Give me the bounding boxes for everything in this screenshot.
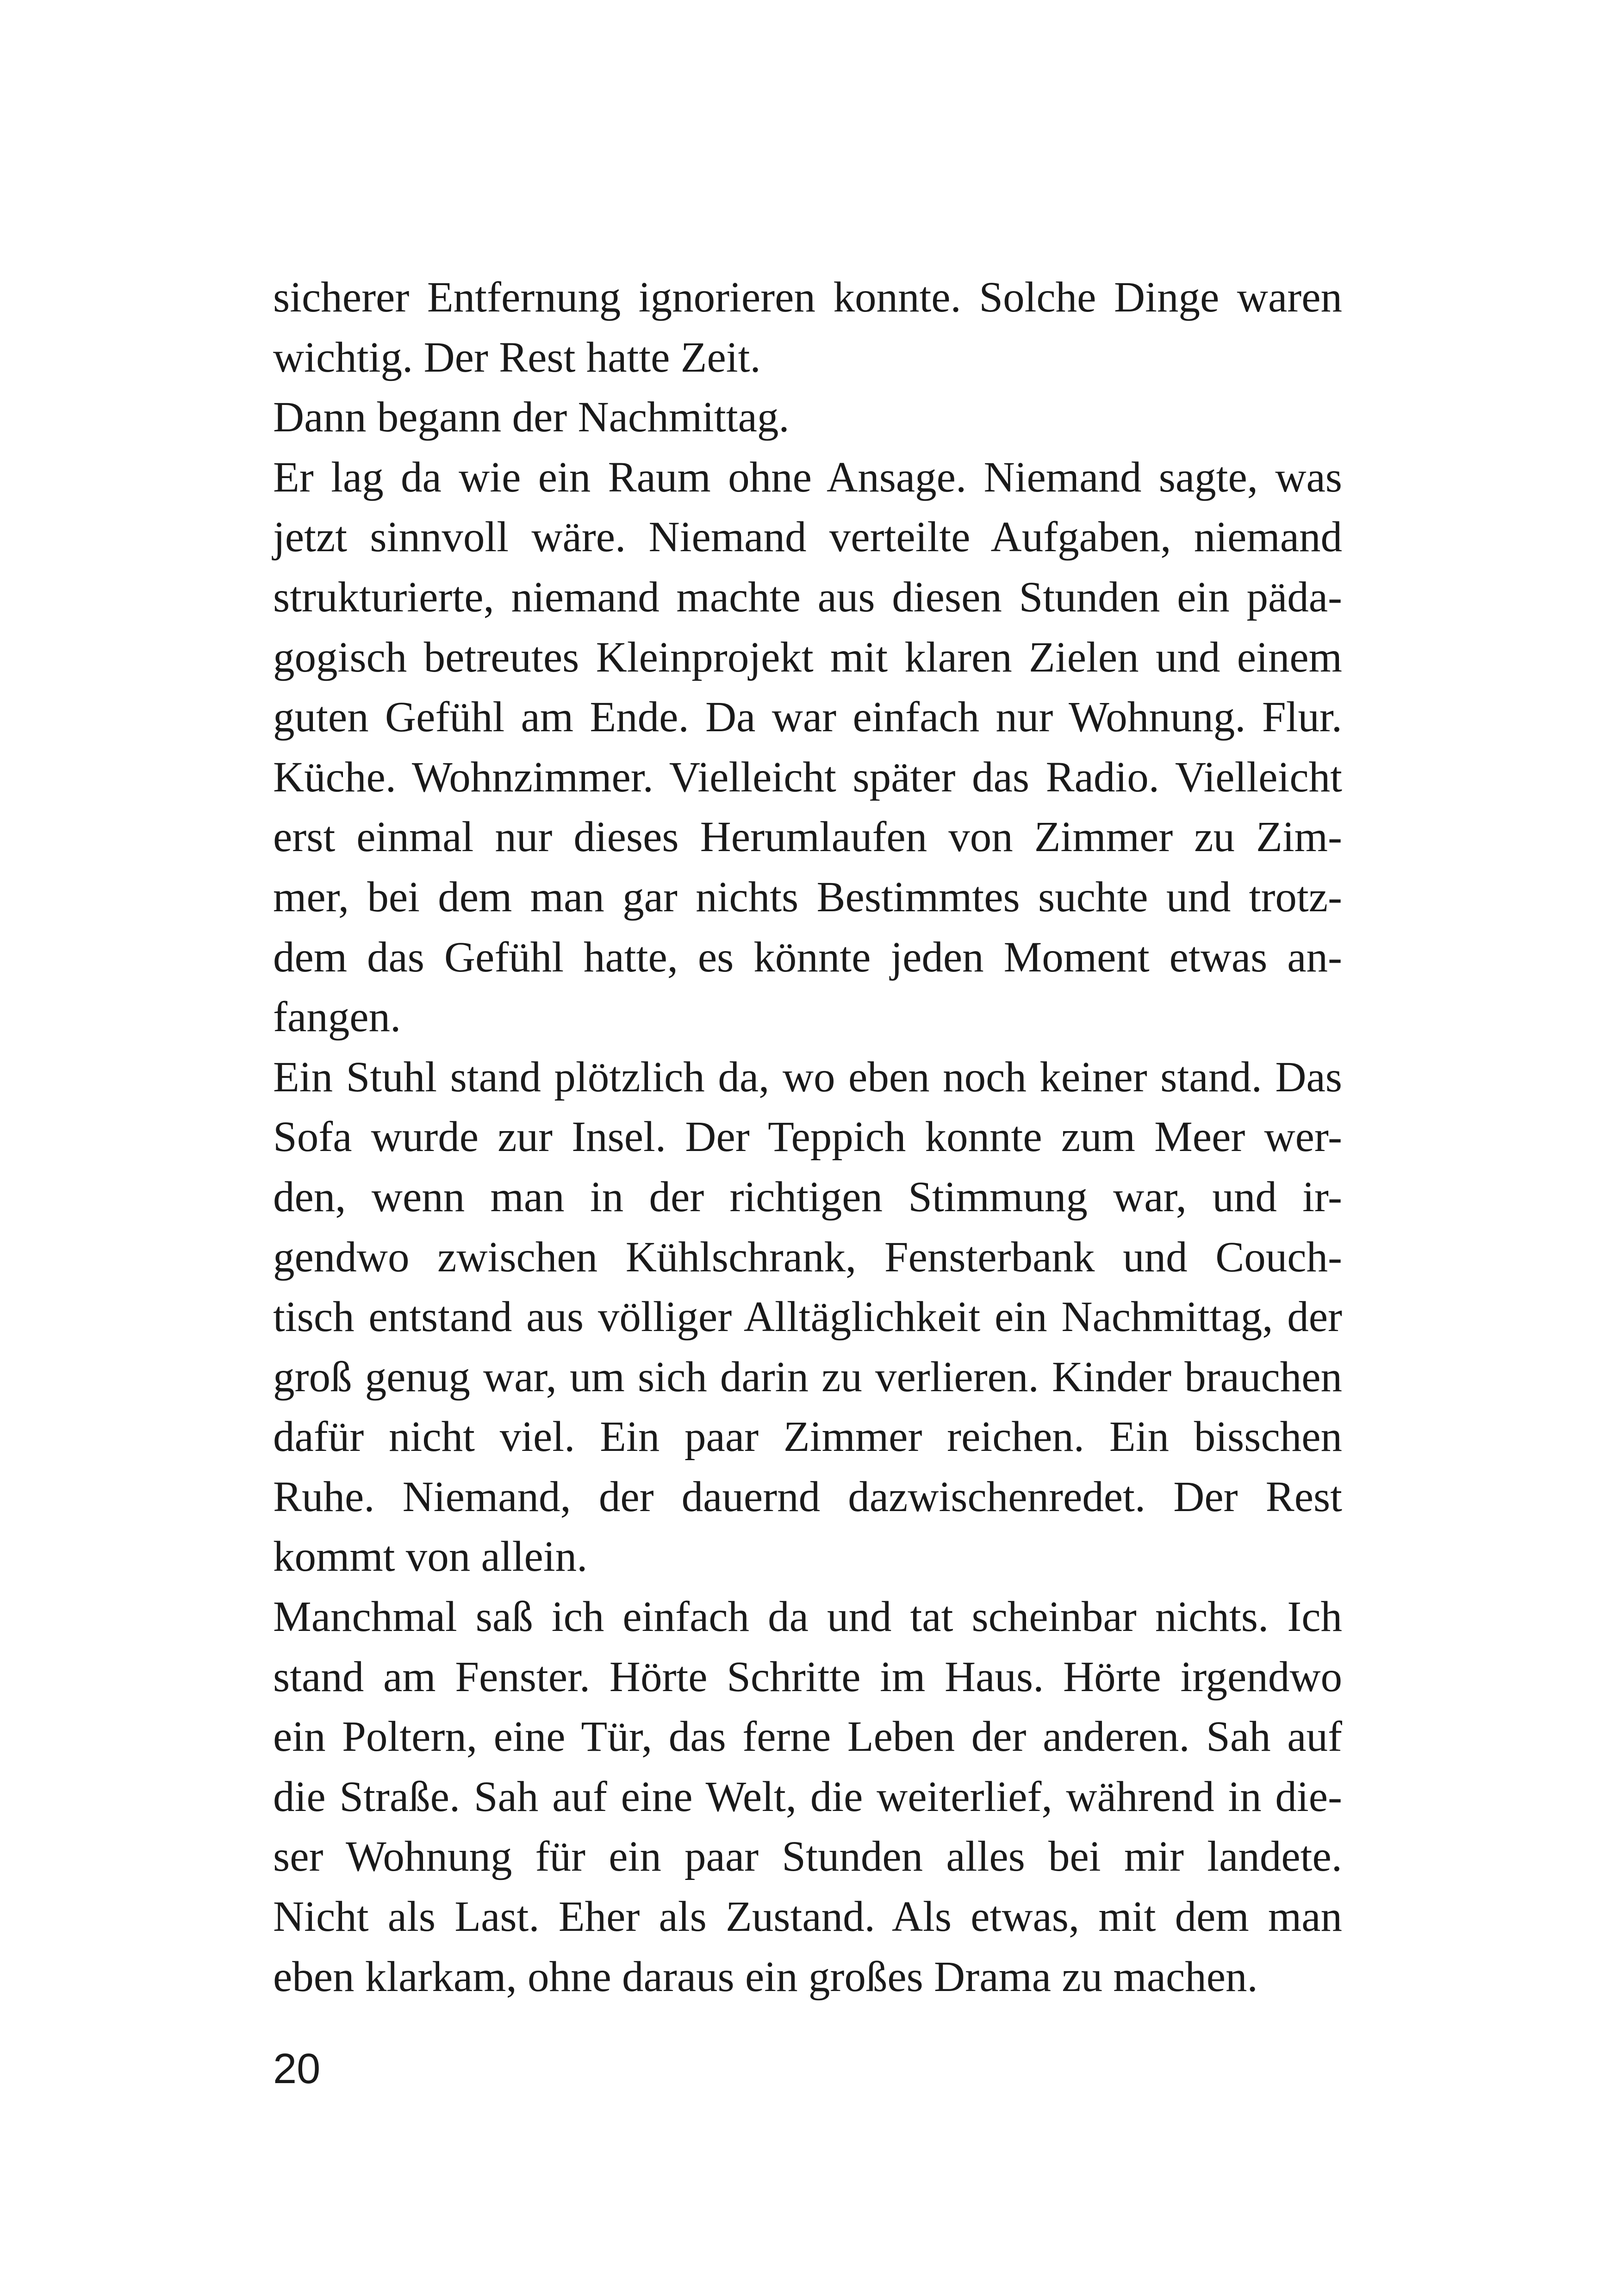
text-line: ein Poltern, eine Tür, das ferne Leben der anderen. Sah auf	[273, 1713, 1342, 1761]
text-line: erst einmal nur dieses Herumlaufen von Zimmer zu Zim-	[273, 813, 1342, 861]
text-line: jetzt sinnvoll wäre. Niemand verteilte Aufgaben, niemand	[273, 513, 1342, 561]
text-line: Ruhe. Niemand, der dauernd dazwischenredet. Der Rest	[273, 1473, 1342, 1521]
text-line: fangen.	[273, 993, 401, 1041]
text-line: Küche. Wohnzimmer. Vielleicht später das Radio. Vielleicht	[273, 753, 1342, 801]
text-line: mer, bei dem man gar nichts Bestimmtes suchte und trotz-	[273, 873, 1342, 921]
text-line: ser Wohnung für ein paar Stunden alles bei mir landete.	[273, 1833, 1342, 1881]
text-line: guten Gefühl am Ende. Da war einfach nur Wohnung. Flur.	[273, 693, 1342, 741]
text-line: strukturierte, niemand machte aus diesen Stunden ein päda-	[273, 573, 1342, 621]
text-line: dafür nicht viel. Ein paar Zimmer reichen. Ein bisschen	[273, 1413, 1342, 1461]
text-line: stand am Fenster. Hörte Schritte im Haus. Hörte irgendwo	[273, 1653, 1342, 1701]
text-line: Sofa wurde zur Insel. Der Teppich konnte zum Meer wer-	[273, 1113, 1342, 1161]
text-line: Manchmal saß ich einfach da und tat scheinbar nichts. Ich	[273, 1593, 1342, 1641]
text-line: gogisch betreutes Kleinprojekt mit klaren Zielen und einem	[273, 633, 1342, 681]
text-line: wichtig. Der Rest hatte Zeit.	[273, 333, 761, 381]
text-line: kommt von allein.	[273, 1533, 588, 1581]
text-line: die Straße. Sah auf eine Welt, die weiterlief, während in die-	[273, 1773, 1342, 1821]
text-line: eben klarkam, ohne daraus ein großes Drama zu machen.	[273, 1953, 1258, 2001]
text-line: Nicht als Last. Eher als Zustand. Als etwas, mit dem man	[273, 1893, 1342, 1941]
text-line: den, wenn man in der richtigen Stimmung war, und ir-	[273, 1173, 1342, 1221]
text-line: tisch entstand aus völliger Alltäglichkeit ein Nachmittag, der	[273, 1293, 1342, 1341]
text-line: Dann begann der Nachmittag.	[273, 393, 790, 442]
page-number: 20	[273, 2045, 321, 2092]
text-line: sicherer Entfernung ignorieren konnte. Solche Dinge waren	[273, 274, 1342, 321]
text-line: groß genug war, um sich darin zu verlieren. Kinder brauchen	[273, 1353, 1342, 1401]
text-line: dem das Gefühl hatte, es könnte jeden Moment etwas an-	[273, 933, 1342, 981]
text-line: Er lag da wie ein Raum ohne Ansage. Niemand sagte, was	[273, 453, 1342, 501]
text-line: gendwo zwischen Kühlschrank, Fensterbank und Couch-	[273, 1233, 1342, 1281]
text-line: Ein Stuhl stand plötzlich da, wo eben noch keiner stand. Das	[273, 1053, 1342, 1101]
body-text	[273, 268, 1342, 2007]
